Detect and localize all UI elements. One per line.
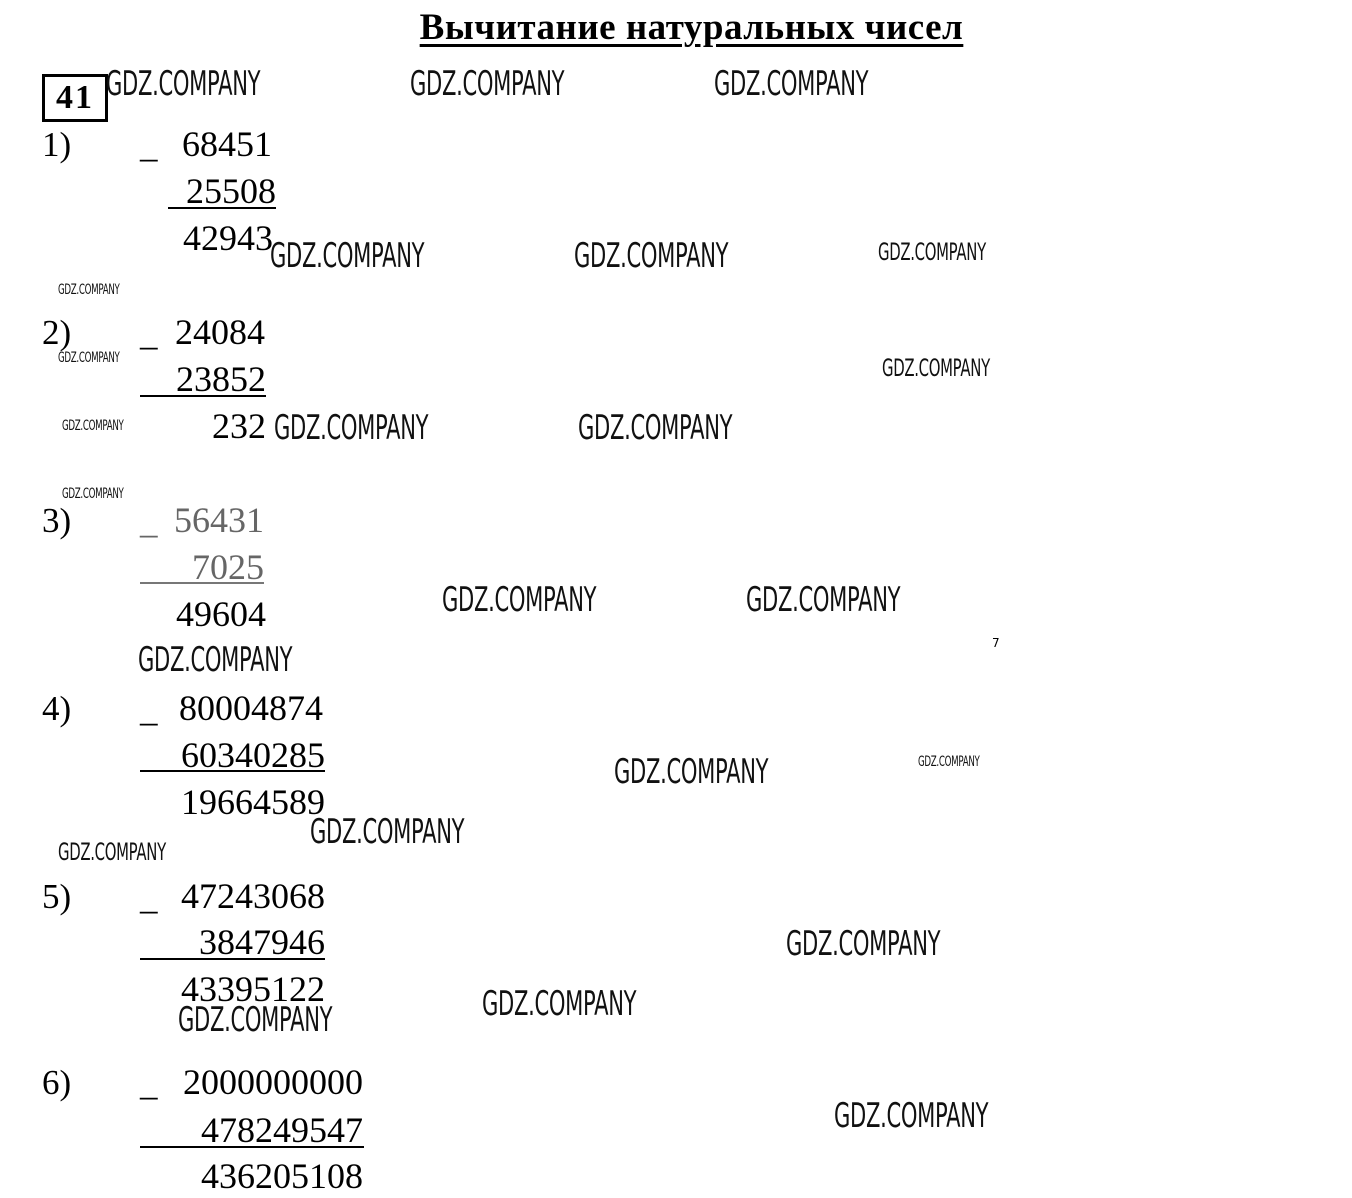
minus-sign: _ bbox=[140, 1064, 158, 1103]
watermark: GDZ.COMPANY bbox=[410, 64, 565, 104]
subtrahend: 60340285 bbox=[181, 735, 325, 775]
minuend: 80004874 bbox=[179, 688, 323, 728]
problem-label: 5) bbox=[42, 877, 72, 916]
subtraction-rule bbox=[140, 958, 325, 960]
watermark: GDZ.COMPANY bbox=[578, 408, 733, 448]
watermark: GDZ.COMPANY bbox=[58, 282, 120, 298]
problem-label: 1) bbox=[42, 125, 72, 164]
minuend: 24084 bbox=[175, 312, 265, 352]
minuend: 2000000000 bbox=[183, 1062, 363, 1102]
stray-mark: 7 bbox=[992, 636, 1000, 650]
minus-sign: _ bbox=[140, 126, 158, 165]
watermark: GDZ.COMPANY bbox=[834, 1096, 989, 1136]
minuend: 56431 bbox=[174, 500, 264, 540]
watermark: GDZ.COMPANY bbox=[106, 64, 261, 104]
minus-sign: _ bbox=[140, 690, 158, 729]
watermark: GDZ.COMPANY bbox=[310, 812, 465, 852]
page-title: Вычитание натуральных чисел bbox=[419, 7, 964, 48]
result: 49604 bbox=[176, 594, 266, 634]
minuend: 47243068 bbox=[181, 876, 325, 916]
subtraction-rule bbox=[140, 395, 266, 397]
result: 19664589 bbox=[181, 782, 325, 822]
watermark: GDZ.COMPANY bbox=[62, 418, 124, 434]
problem-label: 4) bbox=[42, 689, 72, 728]
watermark: GDZ.COMPANY bbox=[274, 408, 429, 448]
problem-label: 3) bbox=[42, 501, 72, 540]
subtrahend: 478249547 bbox=[201, 1110, 363, 1150]
subtrahend: 25508 bbox=[186, 171, 276, 211]
watermark: GDZ.COMPANY bbox=[786, 924, 941, 964]
subtrahend: 7025 bbox=[192, 547, 264, 587]
watermark: GDZ.COMPANY bbox=[62, 486, 124, 502]
result: 42943 bbox=[183, 218, 273, 258]
subtrahend: 23852 bbox=[176, 359, 266, 399]
watermark: GDZ.COMPANY bbox=[574, 236, 729, 276]
watermark: GDZ.COMPANY bbox=[878, 238, 986, 266]
watermark: GDZ.COMPANY bbox=[270, 236, 425, 276]
watermark: GDZ.COMPANY bbox=[58, 838, 166, 866]
watermark: GDZ.COMPANY bbox=[178, 1000, 333, 1040]
watermark: GDZ.COMPANY bbox=[482, 984, 637, 1024]
watermark: GDZ.COMPANY bbox=[614, 752, 769, 792]
subtraction-rule bbox=[140, 1146, 364, 1148]
problem-label: 2) bbox=[42, 313, 72, 352]
minus-sign: _ bbox=[140, 878, 158, 917]
result: 436205108 bbox=[201, 1156, 363, 1196]
watermark: GDZ.COMPANY bbox=[442, 580, 597, 620]
subtrahend: 3847946 bbox=[199, 922, 325, 962]
watermark: GDZ.COMPANY bbox=[918, 754, 980, 770]
result: 232 bbox=[212, 406, 266, 446]
watermark: GDZ.COMPANY bbox=[58, 350, 120, 366]
watermark: GDZ.COMPANY bbox=[882, 354, 990, 382]
subtraction-rule bbox=[168, 207, 276, 209]
minus-sign: _ bbox=[140, 314, 158, 353]
watermark: GDZ.COMPANY bbox=[138, 640, 293, 680]
subtraction-rule bbox=[140, 582, 264, 584]
watermark: GDZ.COMPANY bbox=[714, 64, 869, 104]
minus-sign: _ bbox=[140, 502, 158, 541]
task-number-box: 41 bbox=[42, 74, 108, 122]
subtraction-rule bbox=[140, 770, 325, 772]
minuend: 68451 bbox=[182, 124, 272, 164]
watermark: GDZ.COMPANY bbox=[746, 580, 901, 620]
problem-label: 6) bbox=[42, 1063, 72, 1102]
result: 43395122 bbox=[181, 969, 325, 1009]
